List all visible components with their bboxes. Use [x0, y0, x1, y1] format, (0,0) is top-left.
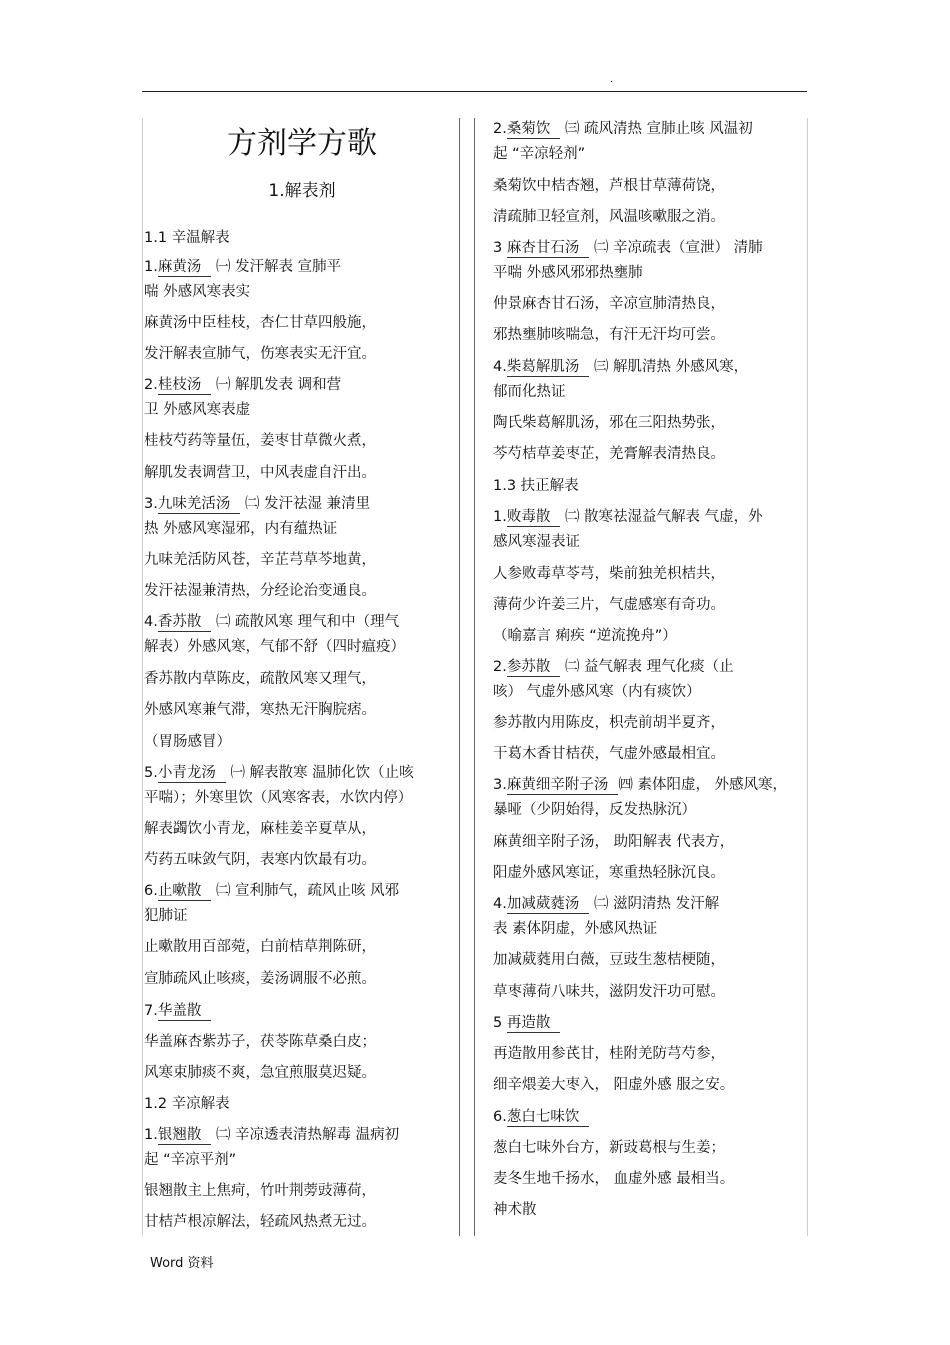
formula-heading — [493, 120, 753, 139]
formula-name: 败毒散 — [507, 509, 561, 527]
text-line: 再造散用参芪甘，桂附羌防芎芍参， — [493, 1046, 725, 1062]
formula-heading — [493, 358, 748, 377]
formula-number: 1. — [144, 1127, 158, 1143]
formula-heading — [493, 895, 719, 914]
formula-summary: ㈠ 发汗解表 宣肺平 — [211, 259, 342, 275]
text-line: 九味羌活防风苍，辛芷芎草芩地黄， — [144, 552, 376, 568]
formula-name: 麻杏甘石汤 — [507, 240, 590, 258]
text-line: 1.3 扶正解表 — [493, 478, 579, 494]
text-line: 清疏肺卫轻宣剂，风温咳嗽服之消。 — [493, 209, 725, 225]
formula-heading — [493, 1108, 589, 1127]
formula-number: 6. — [144, 883, 158, 899]
text-line: 人参败毒草苓芎，柴前独羌枳桔共， — [493, 566, 725, 582]
formula-name: 止嗽散 — [158, 883, 212, 901]
text-line: 发汗解表宣肺气，伤寒表实无汗宜。 — [144, 346, 376, 362]
formula-number: 2. — [144, 377, 158, 393]
text-line: 卫 外感风寒表虚 — [144, 402, 251, 418]
text-line: 香苏散内草陈皮，疏散风寒又理气， — [144, 671, 376, 687]
text-line: 热 外感风寒湿邪，内有蕴热证 — [144, 521, 338, 537]
text-line: 神术散 — [493, 1202, 537, 1218]
text-line: 华盖麻杏紫苏子，茯苓陈草桑白皮； — [144, 1034, 376, 1050]
formula-number: 4. — [493, 896, 507, 912]
text-line: 薄荷少许姜三片，气虚感寒有奇功。 — [493, 597, 725, 613]
left-column — [142, 118, 460, 1236]
formula-summary: ㈢ 解肌清热 外感风寒， — [589, 359, 749, 375]
text-line: 草枣薄荷八味共，滋阴发汗功可慰。 — [493, 984, 725, 1000]
formula-number: 3 — [493, 240, 507, 256]
formula-summary: ㈡ 宣利肺气，疏风止咳 风邪 — [211, 883, 400, 899]
section-heading: 1.解表剂 — [268, 181, 336, 201]
formula-summary: ㈠ 解肌发表 调和营 — [211, 377, 342, 393]
text-line: 细辛煨姜大枣入， 阳虚外感 服之安。 — [493, 1077, 735, 1093]
text-line: 陶氏柴葛解肌汤，邪在三阳热势张， — [493, 415, 725, 431]
text-line: 干葛木香甘桔茯，气虚外感最相宜。 — [493, 746, 725, 762]
text-line: 咳） 气虚外感风寒（内有痰饮） — [493, 684, 701, 700]
text-line: 风寒束肺痰不爽，急宜煎服莫迟疑。 — [144, 1065, 376, 1081]
text-line: 甘桔芦根凉解法，轻疏风热煮无过。 — [144, 1214, 376, 1230]
formula-heading — [144, 495, 370, 514]
formula-name: 麻黄细辛附子汤 — [507, 777, 619, 795]
text-line: （胃肠感冒） — [144, 734, 231, 750]
text-line: 犯肺证 — [144, 908, 188, 924]
formula-heading — [493, 508, 763, 527]
text-line: 阳虚外感风寒证，寒重热轻脉沉良。 — [493, 865, 725, 881]
text-line: 起 “辛凉轻剂” — [493, 146, 586, 162]
text-line: 解表蠲饮小青龙，麻桂姜辛夏草从， — [144, 821, 376, 837]
text-line: 银翘散主上焦疴，竹叶荆蒡豉薄荷， — [144, 1183, 376, 1199]
formula-name: 华盖散 — [158, 1003, 212, 1021]
formula-heading — [144, 1126, 399, 1145]
page-title: 方剂学方歌 — [227, 126, 377, 161]
formula-number: 2. — [493, 121, 507, 137]
formula-number: 5 — [493, 1015, 507, 1031]
right-column — [474, 118, 808, 1236]
formula-number: 4. — [493, 359, 507, 375]
formula-heading — [144, 882, 399, 901]
formula-name: 加减葳蕤汤 — [507, 896, 590, 914]
formula-number: 4. — [144, 614, 158, 630]
text-line: 桂枝芍药等量伍，姜枣甘草微火煮， — [144, 433, 376, 449]
formula-number: 2. — [493, 659, 507, 675]
formula-name: 九味羌活汤 — [158, 496, 241, 514]
formula-summary: ㈡ 辛凉透表清热解毒 温病初 — [211, 1127, 400, 1143]
formula-heading — [493, 776, 787, 795]
text-line: 葱白七味外台方，新豉葛根与生姜； — [493, 1140, 725, 1156]
formula-name: 银翘散 — [158, 1127, 212, 1145]
formula-heading — [493, 1014, 560, 1033]
formula-summary: ㈢ 疏风清热 宣肺止咳 风温初 — [560, 121, 753, 137]
formula-summary: ㈡ 滋阴清热 发汗解 — [589, 896, 720, 912]
formula-heading — [493, 239, 763, 258]
formula-summary: ㈡ 发汗祛湿 兼清里 — [240, 496, 371, 512]
text-line: 表 素体阴虚，外感风热证 — [493, 921, 658, 937]
text-line: 郁而化热证 — [493, 384, 566, 400]
text-line: 麻黄汤中臣桂枝，杏仁甘草四般施， — [144, 315, 376, 331]
formula-name: 柴葛解肌汤 — [507, 359, 590, 377]
text-line: 喘 外感风寒表实 — [144, 284, 251, 300]
text-line: 1.1 辛温解表 — [144, 230, 230, 246]
formula-name: 参苏散 — [507, 659, 561, 677]
formula-number: 5. — [144, 765, 158, 781]
formula-number: 7. — [144, 1003, 158, 1019]
formula-heading — [144, 258, 341, 277]
text-line: 解肌发表调营卫，中风表虚自汗出。 — [144, 465, 376, 481]
text-line: 起 “辛凉平剂” — [144, 1152, 237, 1168]
text-line: 芍药五味敛气阴，表寒内饮最有功。 — [144, 852, 376, 868]
formula-summary: ㈣ 素体阳虚， 外感风寒， — [618, 777, 788, 793]
formula-number: 6. — [493, 1109, 507, 1125]
formula-number: 3. — [144, 496, 158, 512]
text-line: 仲景麻杏甘石汤，辛凉宣肺清热良， — [493, 296, 725, 312]
formula-heading — [144, 376, 341, 395]
formula-name: 麻黄汤 — [158, 259, 212, 277]
text-line: 发汗祛湿兼清热，分经论治变通良。 — [144, 583, 376, 599]
text-line: 暴哑（少阴始得，反发热脉沉） — [493, 802, 696, 818]
text-line: 宣肺疏风止咳痰，姜汤调服不必煎。 — [144, 971, 376, 987]
formula-heading — [144, 764, 414, 783]
text-line: 桑菊饮中桔杏翘，芦根甘草薄荷饶， — [493, 178, 725, 194]
text-line: 1.2 辛凉解表 — [144, 1096, 230, 1112]
formula-summary: ㈠ 解表散寒 温肺化饮（止咳 — [225, 765, 414, 781]
formula-summary: ㈡ 疏散风寒 理气和中（理气 — [211, 614, 400, 630]
formula-number: 1. — [144, 259, 158, 275]
formula-name: 桑菊饮 — [507, 121, 561, 139]
footer-text: Word 资料 — [150, 1256, 214, 1271]
text-line: 加减葳蕤用白薇，豆豉生葱桔梗随， — [493, 952, 725, 968]
text-line: 麻黄细辛附子汤， 助阳解表 代表方， — [493, 834, 735, 850]
text-line: （喻嘉言 痢疾 “逆流挽舟”） — [493, 628, 677, 644]
text-line: 解表）外感风寒，气郁不舒（四时瘟疫） — [144, 639, 405, 655]
formula-summary: ㈡ 辛凉疏表（宣泄） 清肺 — [589, 240, 763, 256]
text-line: 止嗽散用百部菀，白前桔草荆陈研， — [144, 939, 376, 955]
formula-name: 桂枝汤 — [158, 377, 212, 395]
formula-summary: ㈡ 益气解表 理气化痰（止 — [560, 659, 734, 675]
text-line: 邪热壅肺咳喘急，有汗无汗均可尝。 — [493, 327, 725, 343]
formula-summary: ㈡ 散寒祛湿益气解表 气虚，外 — [560, 509, 763, 525]
text-line: 参苏散内用陈皮，枳壳前胡半夏齐， — [493, 715, 725, 731]
formula-number: 3. — [493, 777, 507, 793]
text-line: 麦冬生地千扬水， 血虚外感 最相当。 — [493, 1171, 735, 1187]
formula-name: 小青龙汤 — [158, 765, 226, 783]
formula-number: 1. — [493, 509, 507, 525]
text-line: 平喘 外感风邪邪热壅肺 — [493, 265, 643, 281]
formula-name: 葱白七味饮 — [507, 1109, 590, 1127]
formula-name: 香苏散 — [158, 614, 212, 632]
text-line: 外感风寒兼气滞，寒热无汗胸脘痞。 — [144, 702, 376, 718]
header-rule — [142, 91, 807, 92]
text-line: 芩芍桔草姜枣芷，羌膏解表清热良。 — [493, 446, 725, 462]
formula-name: 再造散 — [507, 1015, 561, 1033]
formula-heading — [493, 658, 734, 677]
text-line: 平喘）；外寒里饮（风寒客表，水饮内停） — [144, 790, 413, 806]
text-line: 感风寒湿表证 — [493, 534, 580, 550]
formula-heading — [144, 1002, 211, 1021]
formula-heading — [144, 613, 399, 632]
header-mark: . — [610, 74, 614, 85]
